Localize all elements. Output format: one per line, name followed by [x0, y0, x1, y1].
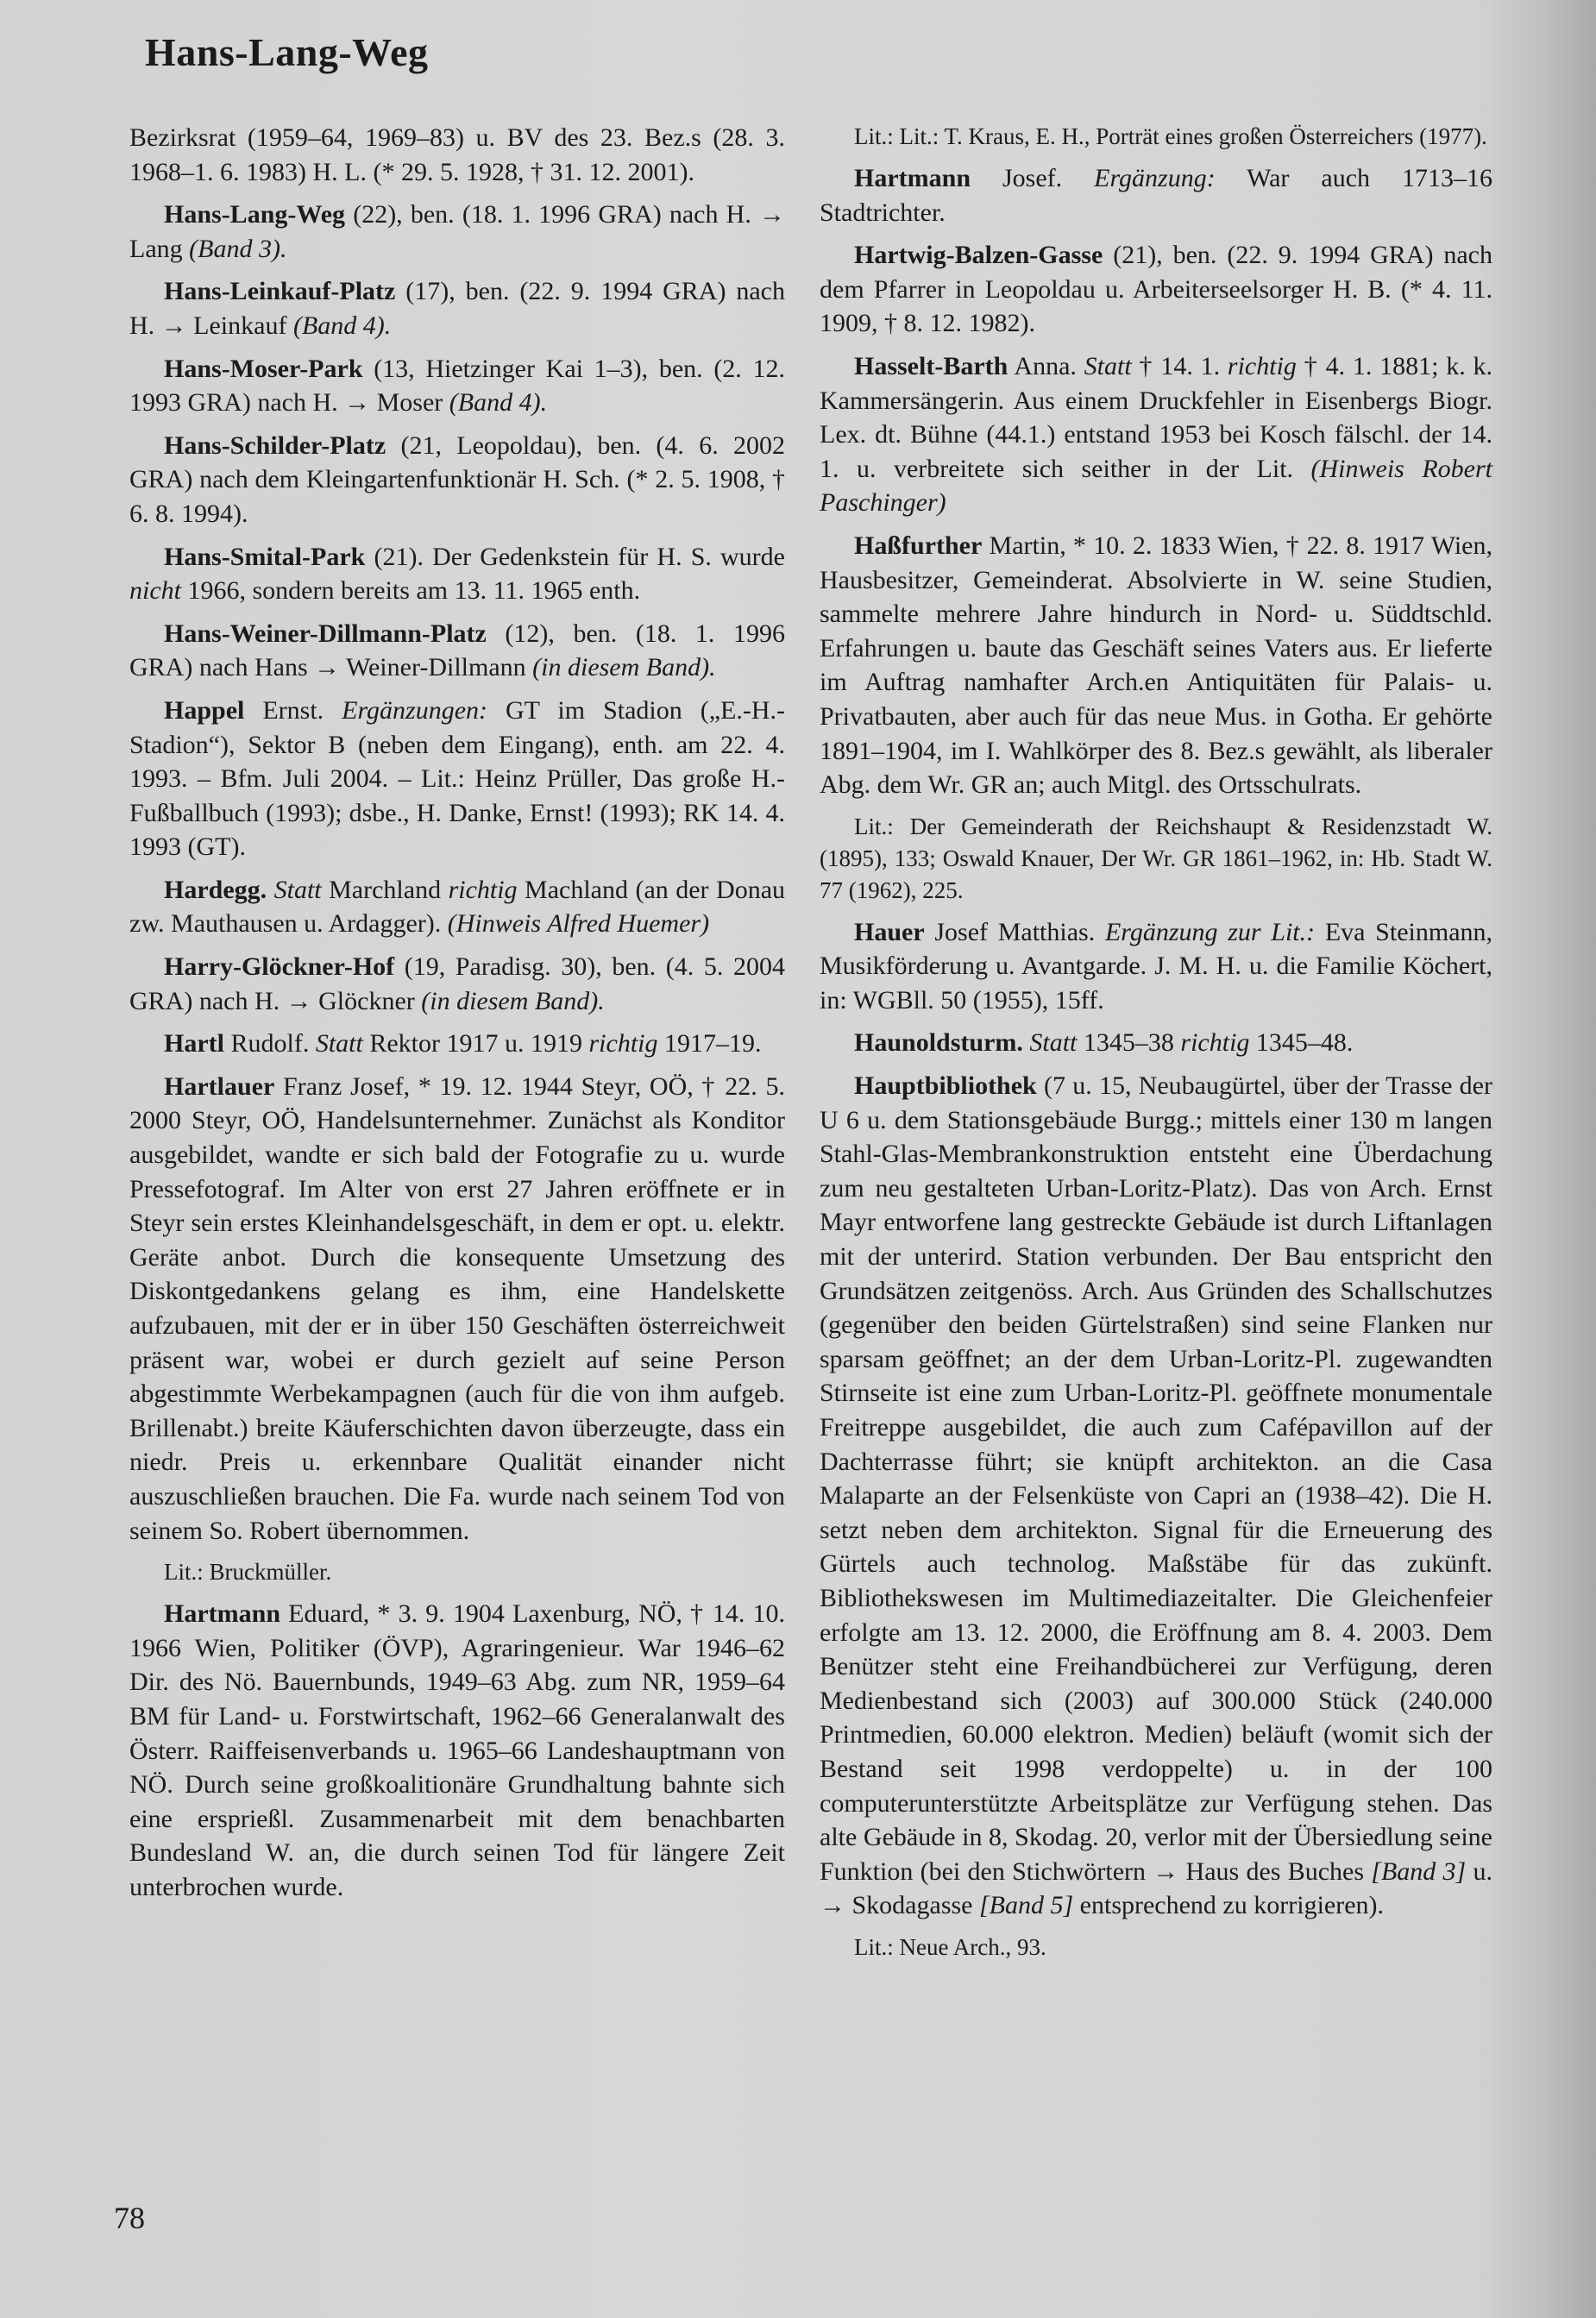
entry-keyword: Hartlauer [164, 1071, 275, 1101]
entry-keyword: Hans-Weiner-Dillmann-Platz [164, 619, 487, 648]
entry-text: Lit.: Neue Arch., 93. [854, 1933, 1046, 1960]
entry-italic: Ergänzungen: [342, 695, 488, 725]
entry-keyword: Hans-Schilder-Platz [164, 430, 386, 460]
entry-literature [820, 121, 1492, 153]
entry-hans-lang-weg [129, 198, 785, 266]
entry-keyword: Haunoldsturm. [854, 1028, 1023, 1058]
entry-hasselt-barth [820, 349, 1492, 520]
entry-hartmann-eduard [129, 1597, 785, 1904]
entry-keyword: Hartl [164, 1029, 224, 1058]
entry-italic: Ergänzung: [1094, 164, 1216, 192]
entry-haunoldsturm [820, 1026, 1492, 1060]
entry-italic: Ergänzung zur Lit.: [1104, 917, 1316, 946]
entry-keyword: Happel [164, 695, 245, 725]
entry-text: (13, Hietzinger Kai 1–3), ben. (2. 12. 1993 GRA) nach H. → Moser [129, 354, 785, 418]
entry-hartl [129, 1027, 785, 1061]
entry-hans-moser-park [129, 352, 785, 420]
entry-hartmann-josef [820, 161, 1492, 229]
page-number: 78 [114, 2201, 145, 2235]
entry-italic: richtig [1180, 1028, 1250, 1058]
entry-text: Ernst. [244, 695, 342, 725]
entry-italic: richtig [1227, 351, 1297, 380]
entry-text [267, 876, 273, 904]
entry-keyword: Hauptbibliothek [854, 1071, 1037, 1101]
entry-hans-schilder-platz [129, 429, 785, 531]
entry-text: War auch 1713–16 Stadtrichter. [820, 164, 1493, 227]
entry-italic: nicht [129, 576, 181, 606]
entry-text: 1345–48. [1249, 1028, 1354, 1058]
left-column [129, 121, 785, 1913]
entry-happel [129, 694, 785, 864]
entry-text: Eduard, * 3. 9. 1904 Laxenburg, NÖ, † 14. 10. 1966 Wien, Politiker (ÖVP), Agraringenieur. War 1946–62 Dir. des Nö. Bauernbunds, 1949–63 Abg. zum NR, 1959–64 BM für Land- u. Forstwirtschaft, 1962–66 Generalanwalt des Österr. Raiffeisenverbands u. 1965–66 Landeshauptmann von NÖ. Durch seine großkoalitionäre Grundhaltung bahnte sich eine ersprießl. Zusammenarbeit mit dem benachbarten Bundesland W. an, die durch seinen Tod für längere Zeit unterbrochen wurde. [129, 1599, 785, 1901]
entry-text: Lit.: Der Gemeinderath der Reichshaupt & Residenzstadt W. (1895), 133; Oswald Knauer, Der Wr. GR 1861–1962, in: Hb. Stadt W. 77 (1962), 225. [820, 813, 1492, 903]
right-column [820, 121, 1492, 1972]
entry-text: (17), ben. (22. 9. 1994 GRA) nach H. → Leinkauf [129, 277, 785, 340]
entry-italic: (Hinweis Alfred Huemer) [447, 909, 710, 939]
entry-keyword: Hartwig-Balzen-Gasse [854, 241, 1103, 270]
entry-italic: Statt [1084, 351, 1132, 380]
entry-text: (19, Paradisg. 30), ben. (4. 5. 2004 GRA) nach H. → Glöckner [129, 952, 785, 1015]
entry-text: † 14. 1. [1131, 351, 1228, 380]
entry-text: Bezirksrat (1959–64, 1969–83) u. BV des 23. Bez.s (28. 3. 1968–1. 6. 1983) H. L. (* 29. 5. 1928, † 31. 12. 2001). [129, 123, 785, 186]
entry-italic: (Hinweis Robert Paschinger) [820, 454, 1492, 518]
entry-hans-smital-park [129, 540, 785, 608]
entry-keyword: Hans-Leinkauf-Platz [164, 277, 396, 306]
entry-italic: (in diesem Band). [421, 986, 605, 1015]
entry-text: Josef. [971, 164, 1095, 192]
entry-text: † 4. 1. 1881; k. k. Kammersängerin. Aus einem Druckfehler in Eisenbergs Biogr. Lex. dt. Bühne (44.1.) entstand 1953 bei Kosch fälschl. der 14. 1. u. verbreitete sich seither in der Lit. [820, 351, 1492, 483]
running-header: Hans-Lang-Weg [145, 30, 429, 74]
entry-italic: (Band 4). [292, 311, 392, 340]
entry-hartwig-balzen-gasse [820, 238, 1492, 341]
entry-text: (21). Der Gedenkstein für H. S. wurde [365, 542, 785, 571]
entry-literature [129, 1556, 785, 1588]
entry-text: Eva Steinmann, Musikförderung u. Avantgarde. J. M. H. u. die Familie Köchert, in: WGBll. 50 (1955), 15ff. [820, 917, 1493, 1015]
entry-italic: (Band 3). [189, 234, 287, 263]
entry-hans-leinkauf-platz [129, 274, 785, 342]
entry-hauer [820, 915, 1492, 1018]
entry-keyword: Hartmann [854, 164, 971, 192]
entry-italic: (in diesem Band). [532, 653, 716, 682]
entry-italic: (Band 4). [449, 388, 548, 418]
entry-text: u. → Skodagasse [820, 1856, 1492, 1920]
entry-continuation [129, 121, 785, 189]
entry-hauptbibliothek [820, 1069, 1492, 1923]
entry-literature [820, 811, 1492, 907]
entry-keyword: Hardegg. [164, 875, 267, 904]
entry-keyword: Hans-Moser-Park [164, 354, 363, 383]
entry-hartlauer [129, 1070, 785, 1548]
entry-italic: Statt [1029, 1028, 1078, 1058]
entry-text: 1345–38 [1077, 1028, 1181, 1058]
entry-text: Anna. [1008, 351, 1084, 380]
entry-text: Franz Josef, * 19. 12. 1944 Steyr, OÖ, † 22. 5. 2000 Steyr, OÖ, Handelsunternehmer. Zunächst als Konditor ausgebildet, wandte er sich bald der Fotografie zu u. wurde Pressefotograf. Im Alter von erst 27 Jahren eröffnete er in Steyr sein erstes Kleinhandelsgeschäft, in dem er opt. u. elektr. Geräte anbot. Durch die konsequente Umsetzung des Diskontgedankens gelang es ihm, eine Handelskette aufzubauen, mit der er in über 150 Geschäften österreichweit präsent war, wobei er durch gezielt auf seine Person abgestimmte Werbekampagnen (auch für die von ihm aufgeb. Brillenabt.) breite Käuferschichten davon überzeugte, dass ein niedr. Preis u. erkennbare Qualität einander nicht auszuschließen brauchen. Die Fa. wurde nach seinem Tod von seinem So. Robert übernommen. [129, 1071, 785, 1545]
entry-text: entsprechend zu korrigieren). [1073, 1891, 1385, 1920]
entry-keyword: Hartmann [164, 1599, 280, 1629]
entry-text: Martin, * 10. 2. 1833 Wien, † 22. 8. 1917 Wien, Hausbesitzer, Gemeinderat. Absolvierte in W. seine Studien, sammelte mehrere Jahre hindurch in Nord- u. Süddtschld. Erfahrungen u. baute das Geschäft seines Vaters aus. Er lieferte im Auftrag namhafter Arch.en Antiquitäten für Palais- u. Privatbauten, aber auch für das neue Mus. in Gotha. Er gehörte 1891–1904, im I. Wahlkörper des 8. Bez.s gewählt, als liberaler Abg. dem Wr. GR an; auch Mitgl. des Ortsschulrats. [820, 531, 1492, 800]
entry-text: Rektor 1917 u. 1919 [362, 1029, 589, 1058]
entry-text: Lit.: Bruckmüller. [164, 1559, 332, 1586]
entry-keyword: Hans-Lang-Weg [164, 200, 346, 229]
entry-text: 1917–19. [657, 1029, 762, 1058]
entry-text: Lit.: Lit.: T. Kraus, E. H., Porträt eines großen Österreichers (1977). [854, 123, 1487, 149]
entry-italic: richtig [448, 875, 518, 904]
entry-text: Josef Matthias. [924, 917, 1105, 946]
entry-hardegg [129, 873, 785, 941]
entry-text: 1966, sondern bereits am 13. 11. 1965 enth. [181, 576, 641, 606]
entry-literature [820, 1932, 1492, 1963]
entry-keyword: Hans-Smital-Park [164, 542, 366, 571]
entry-keyword: Harry-Glöckner-Hof [164, 952, 395, 982]
entry-text: Marchland [321, 875, 449, 904]
entry-keyword: Hauer [854, 917, 925, 946]
entry-text: (22), ben. (18. 1. 1996 GRA) nach H. → Lang [129, 200, 785, 263]
entry-italic: richtig [588, 1029, 658, 1058]
entry-text: (7 u. 15, Neubaugürtel, über der Trasse der U 6 u. dem Stationsgebäude Burgg.; mittels einer 130 m langen Stahl-Glas-Membrankonstruktion entsteht eine Überdachung zum neu gestalteten Urban-Loritz-Platz). Das von Arch. Ernst Mayr entworfene lang gestreckte Gebäude ist durch Liftanlagen mit der unterird. Station verbunden. Der Bau entspricht den Grundsätzen zeitgenöss. Arch. Aus Gründen des Schallschutzes (gegenüber den beiden Gürtelstraßen) sind seine Flanken nur sparsam geöffnet; an der dem Urban-Loritz-Pl. zugewandten Stirnseite ist eine zum Urban-Loritz-Pl. geöffnete monumentale Freitreppe ausgebildet, die auch zum Cafépavillon auf der Dachterrasse führt; sie knüpft architekton. an die Casa Malaparte an der Felsenküste von Capri an (1938–42). Die H. setzt neben dem architekton. Signal für die Erneuerung des Gürtels auch technolog. Maßstäbe für das zukünft. Bibliothekswesen im Multimediazeitalter. Die Gleichenfeier erfolgte am 13. 12. 2000, die Eröffnung am 8. 4. 2003. Dem Benützer steht eine Freihandbücherei zur Verfügung, deren Medienbestand sich (2003) auf 300.000 Stück (240.000 Printmedien, 60.000 elektron. Medien) beläuft (womit sich der Bestand seit 1998 verdoppelte) u. in der 100 computerunterstützte Arbeitsplätze zur Verfügung stehen. Das alte Gebäude in 8, Skodag. 20, verlor mit der Übersiedlung seine Funktion (bei den Stichwörtern → Haus des Buches [820, 1071, 1492, 1886]
entry-keyword: Hasselt-Barth [854, 351, 1008, 380]
entry-text: Rudolf. [223, 1029, 316, 1058]
entry-italic: Statt [273, 875, 322, 904]
entry-keyword: Haßfurther [854, 531, 983, 560]
entry-hans-weiner-dillmann-platz [129, 617, 785, 685]
entry-text: (21), ben. (22. 9. 1994 GRA) nach dem Pfarrer in Leopoldau u. Arbeiterseelsorger H. B. (* 4. 11. 1909, † 8. 12. 1982). [820, 241, 1492, 338]
entry-italic: Statt [315, 1029, 363, 1058]
entry-harry-gloeckner-hof [129, 950, 785, 1018]
entry-text: GT im Stadion („E.-H.-Stadion“), Sektor B (neben dem Eingang), enth. am 22. 4. 1993. – Bfm. Juli 2004. – Lit.: Heinz Prüller, Das große H.-Fußballbuch (1993); dsbe., H. Danke, Ernst! (1993); RK 14. 4. 1993 (GT). [129, 695, 785, 862]
entry-italic: [Band 5] [978, 1891, 1074, 1920]
entry-text: Machland (an der Donau zw. Mauthausen u. Ardagger). [129, 875, 786, 939]
entry-hassfurther [820, 529, 1492, 802]
entry-text: (21, Leopoldau), ben. (4. 6. 2002 GRA) nach dem Kleingartenfunktionär H. Sch. (* 2. 5. 1908, † 6. 8. 1994). [129, 430, 785, 528]
entry-italic: [Band 3] [1371, 1856, 1467, 1886]
entry-text: (12), ben. (18. 1. 1996 GRA) nach Hans → Weiner-Dillmann [129, 619, 785, 682]
